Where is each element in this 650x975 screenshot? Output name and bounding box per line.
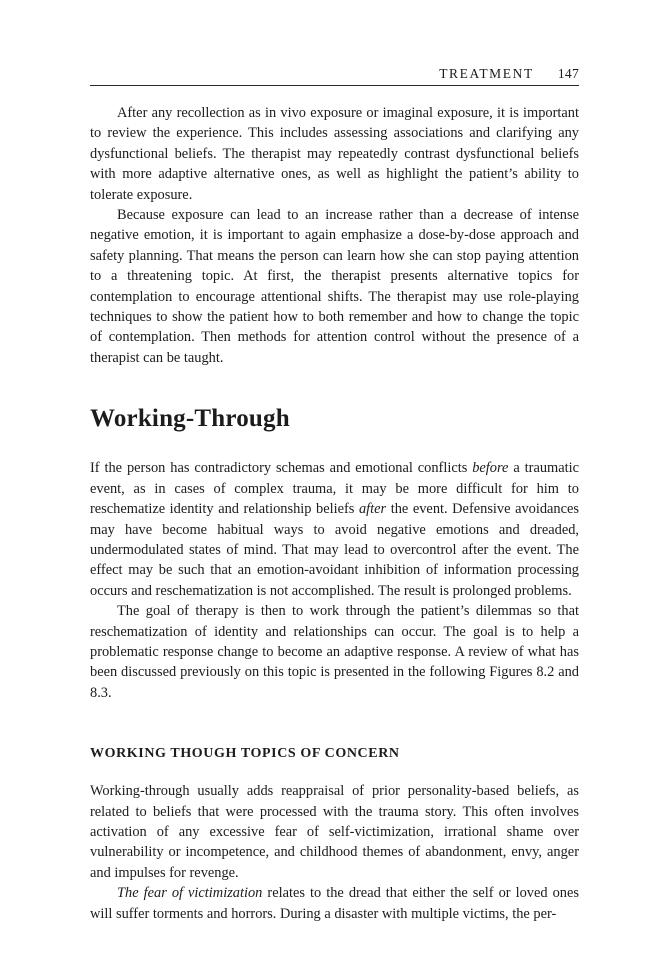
running-title: TREATMENT: [439, 66, 534, 81]
working-through-paragraph-2: The goal of therapy is then to work through the patient’s dilemmas so that reschematization of identity and relationships can occur. The goal is to help a problematic response change to become an adaptive response. A review of what has been discussed previously on this topic is presented in the following Figures 8.2 and 8.3.: [90, 603, 579, 701]
book-page: [90, 66, 579, 924]
emphasis-before: before: [472, 460, 509, 477]
working-through-section: [90, 458, 579, 703]
text-run: relates to the dread that either the self or loved ones will suffer torments and horrors. During a disaster with multiple victims, the per-: [90, 885, 579, 922]
topics-paragraph-2: [90, 883, 579, 924]
working-through-paragraph-1: [90, 458, 579, 601]
intro-section: [90, 103, 579, 368]
emphasis-after: after: [358, 501, 387, 518]
running-header: [90, 66, 579, 86]
intro-paragraph-2: Because exposure can lead to an increase rather than a decrease of intense negative emotion, it is important to again emphasize a dose-by-dose approach and safety planning. That means the person can learn how she can stop paying attention to a threatening topic. At first, the therapist presents alternative topics for contemplation to encourage attentional shifts. The therapist may use role-playing techniques to show the patient how to both remember and how to change the topic of contemplation. Then methods for attention control without the presence of a therapist can be taught.: [90, 207, 579, 366]
text-run: the event. Defensive avoidances may have become habitual ways to avoid negative emotions and dreaded, undermodulated states of mind. That may lead to overcontrol after the event. The effect may be such that an emotion-avoidant inhibition of information processing occurs and reschematization is not accomplished. The result is prolonged problems.: [90, 501, 579, 599]
page-number: 147: [557, 66, 579, 81]
topics-section: [90, 781, 579, 924]
intro-paragraph-1: After any recollection as in vivo exposure or imaginal exposure, it is important to review the experience. This includes assessing associations and clarifying any dysfunctional beliefs. The therapist may repeatedly contrast dysfunctional beliefs with more adaptive alternative ones, as well as highlight the patient’s ability to tolerate exposure.: [90, 105, 579, 203]
section-heading-working-through: Working-Through: [90, 405, 290, 433]
subsection-heading-topics: WORKING THOUGH TOPICS OF CONCERN: [90, 746, 400, 762]
topics-paragraph-1: Working-through usually adds reappraisal of prior personality-based beliefs, as related to beliefs that were processed with the trauma story. This often involves activation of any excessive fear of self-victimization, irrational shame over vulnerability or incompetence, and childhood themes of abandonment, envy, anger and impulses for revenge.: [90, 783, 579, 881]
text-run: If the person has contradictory schemas and emotional conflicts: [90, 460, 473, 477]
text-run: a traumatic event, as in cases of complex trauma, it may be more difficult for him to reschematize identity and relationship beliefs: [90, 460, 579, 518]
emphasis-fear-of-victimization: The fear of victimization: [117, 885, 263, 902]
